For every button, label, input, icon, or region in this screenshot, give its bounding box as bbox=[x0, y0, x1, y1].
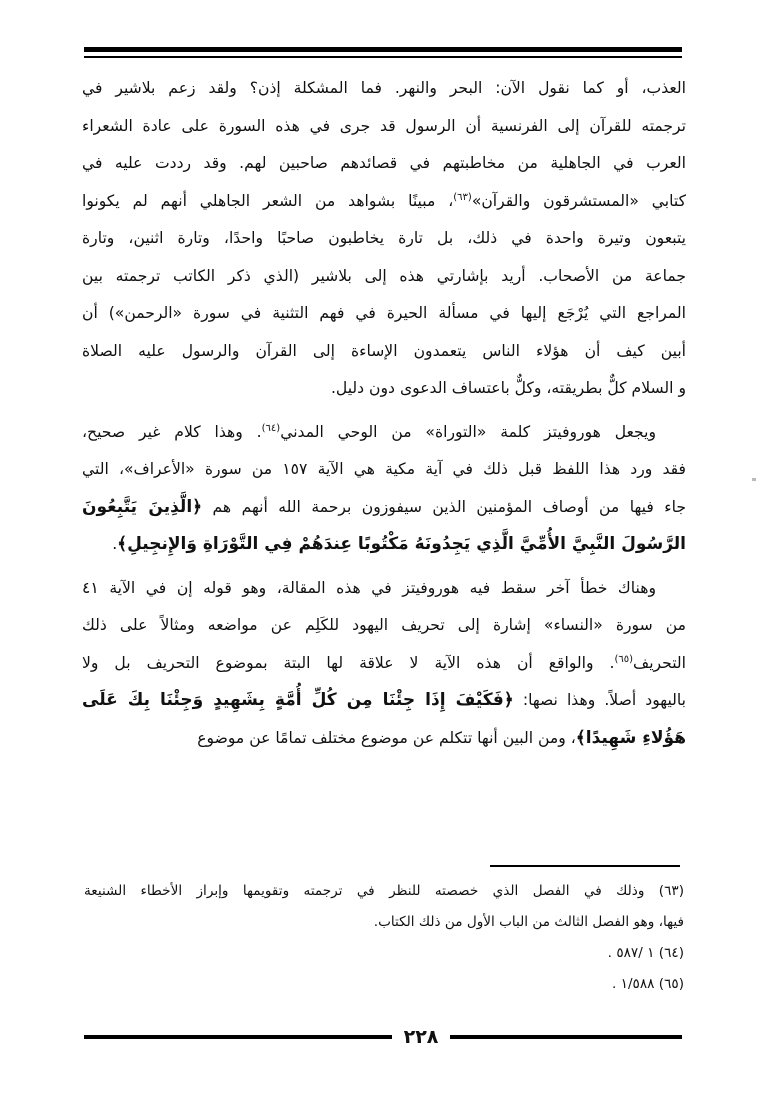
text-segment: ، مبينًا بشواهد من الشعر الجاهلي أنهم لم يكونوا bbox=[82, 191, 454, 210]
text-line bbox=[82, 720, 686, 758]
footnote-ref: (٦٤) bbox=[261, 422, 281, 434]
text-segment: ويجعل هوروفيتز كلمة «التوراة» من الوحي المدني bbox=[280, 422, 656, 441]
text-line bbox=[82, 258, 686, 296]
footnotes bbox=[84, 876, 684, 1000]
text-line bbox=[82, 607, 686, 645]
text-segment: كتابي «المستشرقون والقرآن» bbox=[471, 191, 686, 210]
footnote: (٦٣) وذلك في الفصل الذي خصصته للنظر في ترجمته وتقويمها وإبراز الأخطاء الشنيعة bbox=[84, 883, 684, 899]
scan-speck bbox=[752, 478, 756, 481]
text-segment: ، ومن البين أنها تتكلم عن موضوع مختلف تمامًا عن موضوع bbox=[197, 728, 576, 747]
text-segment: من سورة «النساء» إشارة إلى تحريف اليهود للكَلِم عن مواضعه ومثالاً على ذلك bbox=[82, 616, 686, 634]
header-rule-thin bbox=[84, 56, 682, 58]
footnote-ref: (٦٥) bbox=[614, 653, 634, 665]
text-segment: أبين كيف أن هؤلاء الناس يتعمدون الإساءة إلى القرآن والرسول عليه الصلاة bbox=[82, 341, 686, 360]
text-line bbox=[82, 682, 686, 720]
text-line bbox=[82, 333, 686, 371]
text-line bbox=[82, 220, 686, 258]
text-line bbox=[82, 570, 686, 608]
footnote: فيها، وهو الفصل الثالث من الباب الأول من ذلك الكتاب. bbox=[373, 914, 684, 930]
header-rule-thick bbox=[84, 47, 682, 52]
footer-rule-right bbox=[450, 1035, 682, 1039]
text-segment: التحريف bbox=[633, 653, 686, 672]
text-segment: وهناك خطأ آخر سقط فيه هوروفيتز في هذه المقالة، وهو قوله إن في الآية ٤١ bbox=[82, 578, 656, 597]
text-line bbox=[82, 145, 686, 183]
text-segment: جماعة من الأصحاب. أريد بإشارتي هذه إلى بلاشير (الذي ذكر الكاتب ترجمته بين bbox=[82, 266, 686, 285]
quran-verse: هَؤُلاءِ شَهِيدًا﴾ bbox=[575, 727, 686, 748]
text-segment: العرب في الجاهلية من مخاطبتهم في قصائدهم صاحبين لهم. وقد رددت عليه في bbox=[82, 154, 686, 172]
text-segment: جاء فيها من أوصاف المؤمنين الذين سيفوزون برحمة الله أنهم هم bbox=[202, 497, 686, 516]
text-segment: باليهود أصلاً. وهذا نصها: bbox=[513, 691, 686, 709]
text-segment: ترجمته للقرآن إلى الفرنسية أن الرسول قد جرى في هذه السورة على عادة الشعراء bbox=[82, 116, 686, 135]
text-segment: . bbox=[112, 535, 118, 553]
text-segment: . والواقع أن هذه الآية لا علاقة لها البتة بموضوع التحريف بل ولا bbox=[82, 653, 615, 672]
text-segment: . وهذا كلام غير صحيح، bbox=[82, 422, 262, 441]
text-line bbox=[82, 183, 686, 221]
footnote: (٦٤) ١ /٥٨٧ . bbox=[607, 945, 684, 961]
quran-verse: الرَّسُولَ النَّبِيَّ الأُمِّيَّ الَّذِي يَجِدُونَهُ مَكْتُوبًا عِندَهُمْ فِي التَّوْرَاةِ وَالإِنجِيلِ﴾ bbox=[117, 534, 686, 554]
text-line bbox=[82, 645, 686, 683]
page-footer bbox=[84, 1024, 682, 1050]
text-line bbox=[82, 451, 686, 489]
footnote: (٦٥) ١/٥٨٨ . bbox=[612, 976, 684, 992]
text-line bbox=[82, 414, 686, 452]
text-segment: و السلام كلٌّ بطريقته، وكلٌّ باعتساف الدعوى دون دليل. bbox=[330, 379, 686, 397]
paragraph bbox=[82, 70, 686, 408]
text-line bbox=[82, 295, 686, 333]
page-number: ٢٢٨ bbox=[403, 1026, 439, 1048]
quran-verse: ﴿الَّذِينَ يَتَّبِعُونَ bbox=[82, 496, 203, 517]
footnote-separator bbox=[490, 865, 680, 867]
text-segment: العذب، أو كما نقول الآن: البحر والنهر. فما المشكلة إذن؟ ولقد زعم بلاشير في bbox=[82, 79, 686, 97]
quran-verse: ﴿فَكَيْفَ إِذَا جِئْنَا مِن كُلِّ أُمَّةٍ بِشَهِيدٍ وَجِئْنَا بِكَ عَلَى bbox=[82, 690, 514, 710]
footer-rule-left bbox=[84, 1035, 392, 1039]
text-line bbox=[82, 108, 686, 146]
text-line bbox=[82, 370, 686, 408]
text-line bbox=[82, 489, 686, 527]
paragraph bbox=[82, 414, 686, 564]
main-text bbox=[82, 70, 686, 757]
footnote-ref: (٦٣) bbox=[453, 191, 472, 203]
text-line bbox=[82, 526, 686, 564]
text-segment: يتبعون وتيرة واحدة في ذلك، بل تارة يخاطبون صاحبًا واحدًا، وتارة اثنين، وتارة bbox=[82, 229, 686, 247]
paragraph bbox=[82, 570, 686, 758]
text-line bbox=[82, 70, 686, 108]
text-segment: المراجع التي يُرْجَع إليها في مسألة الحيرة في فهم التثنية في سورة «الرحمن») أن bbox=[82, 304, 686, 322]
text-segment: فقد ورد هذا اللفظ قبل ذلك في آية مكية هي الآية ١٥٧ من سورة «الأعراف»، التي bbox=[82, 460, 686, 478]
